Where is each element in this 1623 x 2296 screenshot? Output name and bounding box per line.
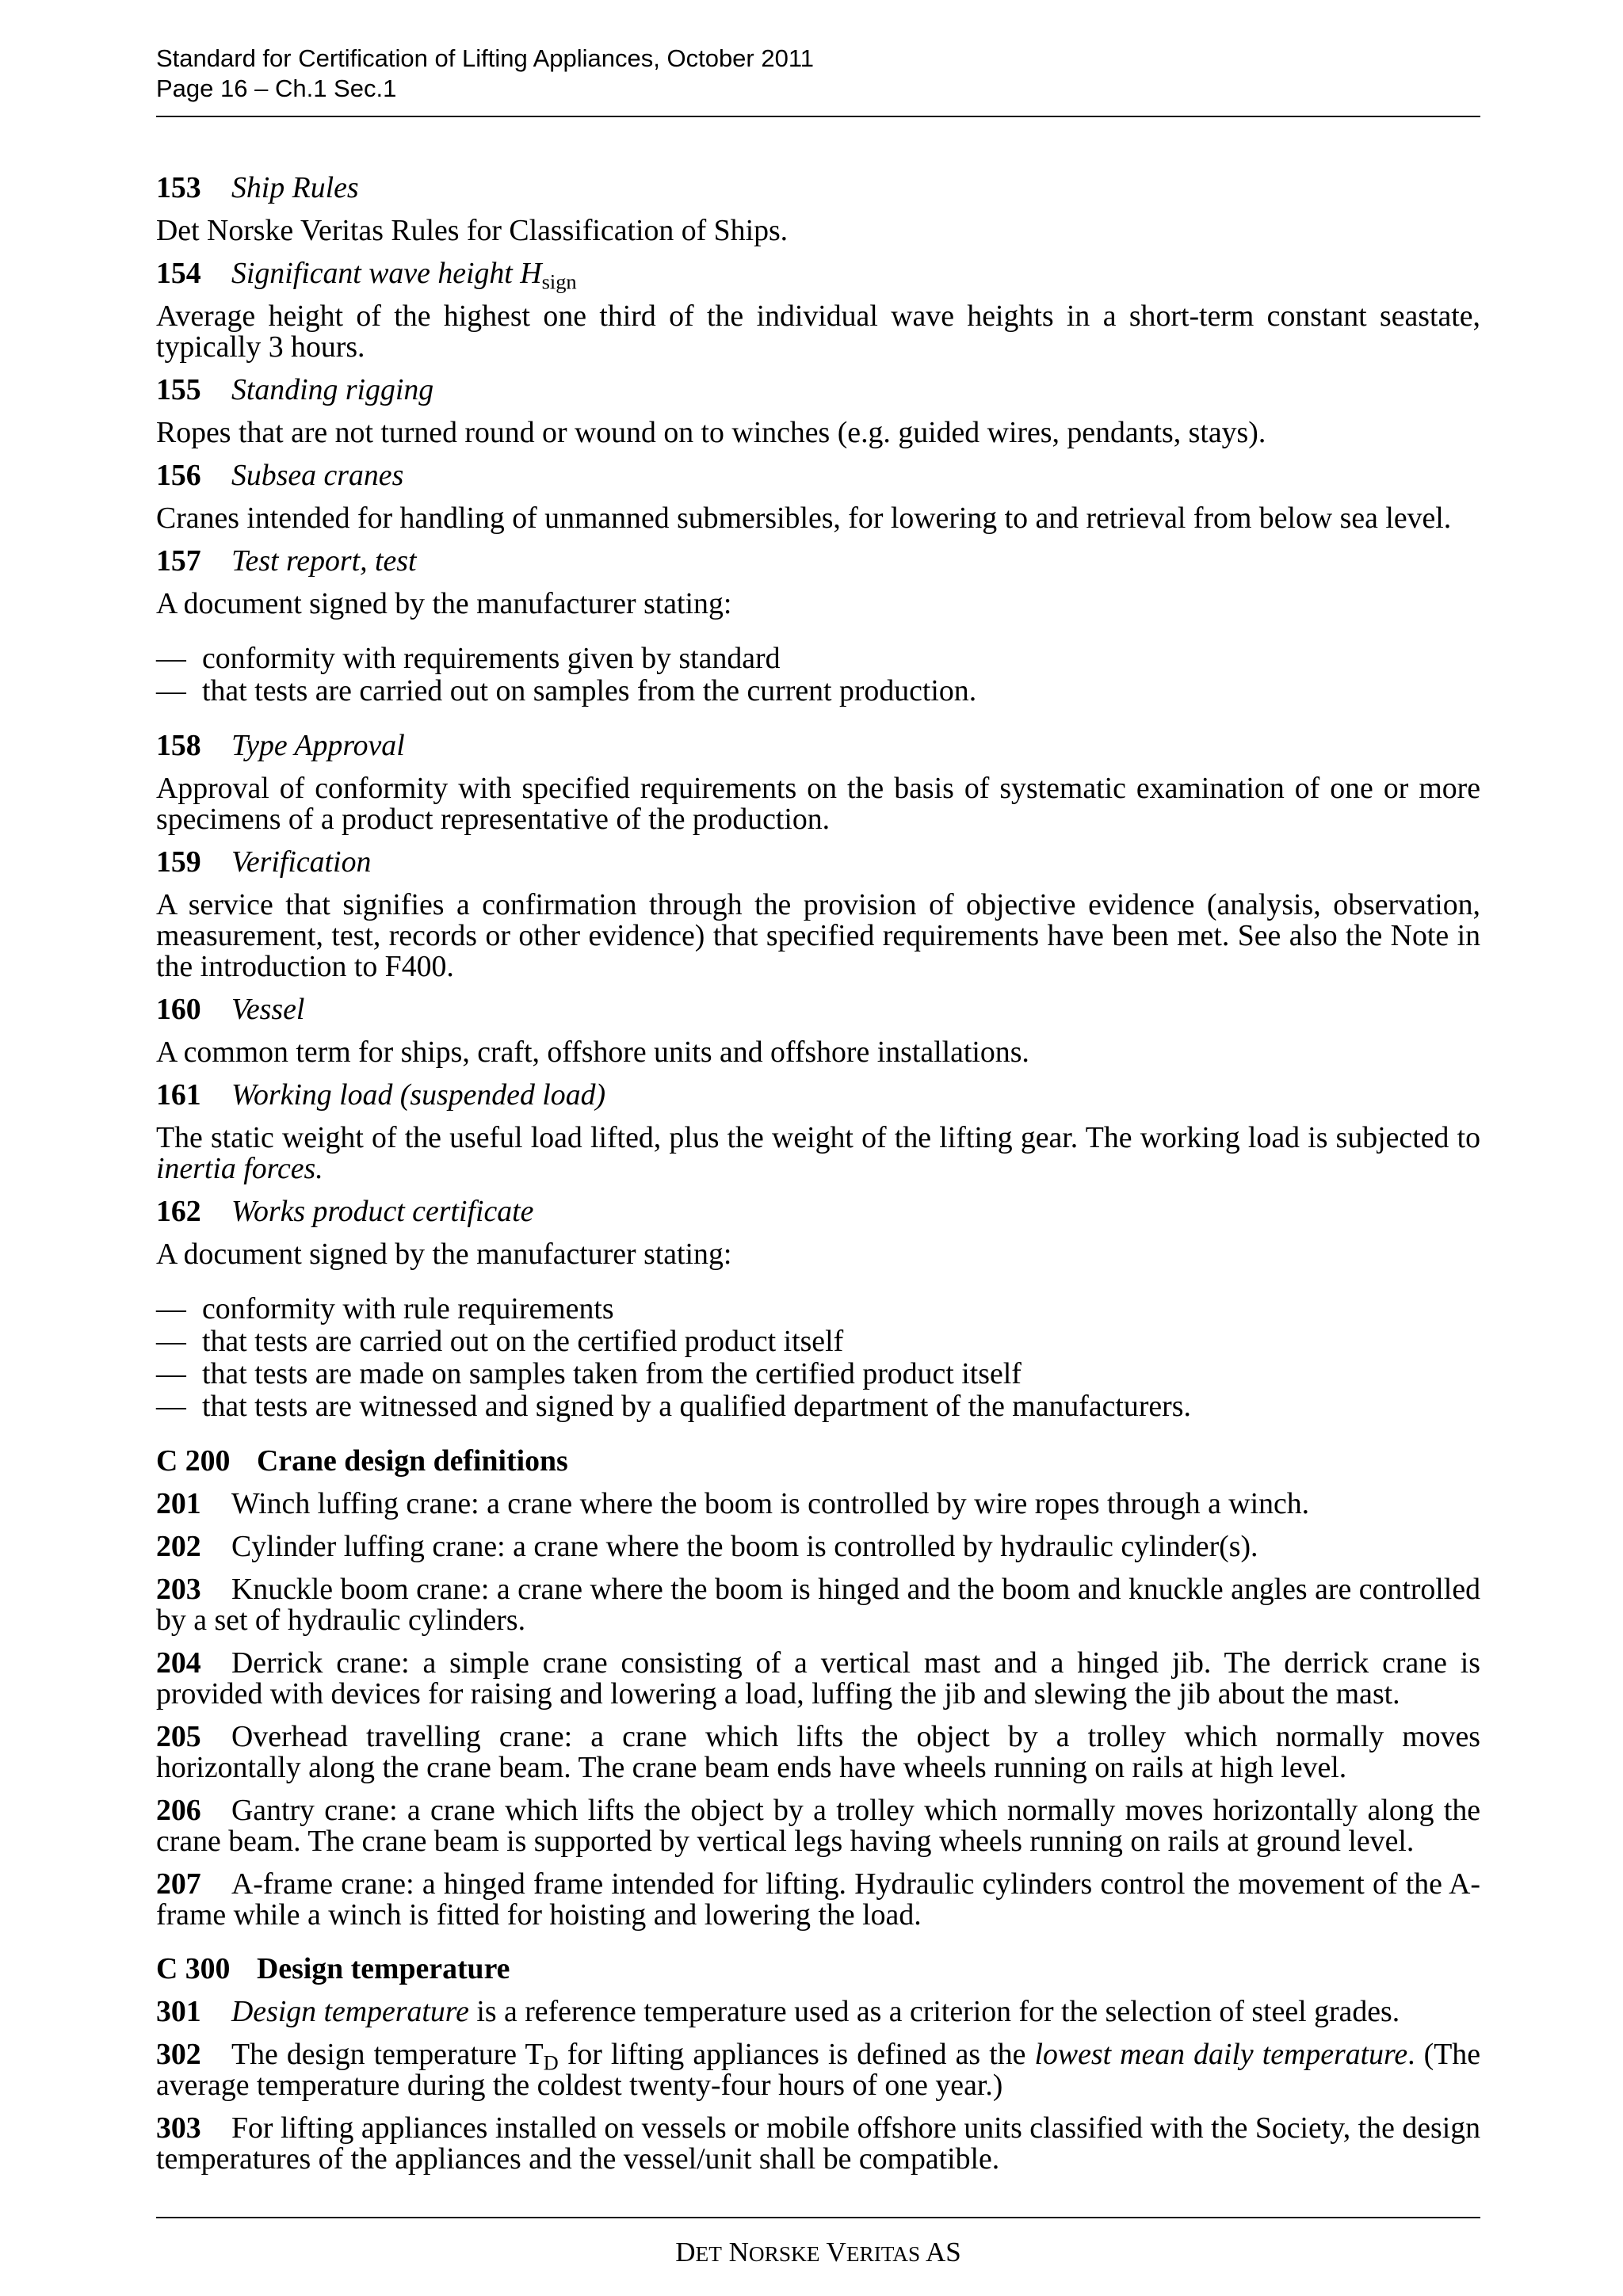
- dash-marker: —: [156, 642, 186, 675]
- definition-number: 162: [156, 1195, 201, 1228]
- definition-153: [156, 173, 1480, 246]
- definition-157: [156, 546, 1480, 707]
- list-item: [156, 643, 1480, 675]
- dash-list: [156, 643, 1480, 707]
- definition-heading: [156, 257, 1480, 294]
- list-item-text: that tests are carried out on the certified product itself: [202, 1325, 844, 1358]
- clause-text: Gantry crane: a crane which lifts the object by a trolley which normally moves horizontally along the crane beam. The crane beam is supported by vertical legs having wheels running on rails at ground level.: [156, 1794, 1480, 1858]
- list-item-text: that tests are witnessed and signed by a qualified department of the manufacturers.: [202, 1390, 1191, 1423]
- definition-heading: [156, 1196, 1480, 1227]
- definition-term: Verification: [231, 845, 372, 879]
- dash-list: [156, 1293, 1480, 1423]
- list-item-text: that tests are carried out on samples from the current production.: [202, 674, 977, 707]
- footer-smallcaps: ERITAS: [846, 2242, 921, 2266]
- definition-heading: [156, 994, 1480, 1025]
- definition-term: Significant wave height: [231, 257, 521, 290]
- term-subscript: sign: [541, 269, 577, 294]
- definition-term: Type Approval: [231, 729, 405, 762]
- definition-term: Vessel: [231, 993, 305, 1026]
- footer-company: DET NORSKE VERITAS AS: [675, 2237, 961, 2267]
- clause-term-italic: Design temperature: [231, 1995, 469, 2028]
- clause-number: 302: [156, 2038, 201, 2071]
- definition-text: A document signed by the manufacturer stating:: [156, 1238, 732, 1271]
- definition-text: A common term for ships, craft, offshore units and offshore installations.: [156, 1035, 1029, 1069]
- clause-text: Cylinder luffing crane: a crane where the boom is controlled by hydraulic cylinder(s).: [231, 1530, 1258, 1563]
- clause-text: Derrick crane: a simple crane consisting of a vertical mast and a hinged jib. The derrick crane is provided with devices for raising and lowering a load, luffing the jib and slewing the jib about the mast.: [156, 1646, 1480, 1711]
- footer-rule: [156, 2217, 1480, 2218]
- clause-text-a: The design temperature T: [231, 2038, 544, 2071]
- dash-marker: —: [156, 1390, 186, 1423]
- list-item: [156, 1293, 1480, 1325]
- document-title: Standard for Certification of Lifting Appliances, October 2011: [156, 44, 815, 72]
- definition-158: [156, 730, 1480, 835]
- definition-number: 159: [156, 845, 201, 879]
- definition-text: Approval of conformity with specified requirements on the basis of systematic examination of one or more specimens of a product representative of the production.: [156, 772, 1480, 836]
- clause-number: 202: [156, 1530, 201, 1563]
- list-item: [156, 675, 1480, 707]
- page-header: [156, 44, 1480, 104]
- clause-number: 206: [156, 1794, 201, 1827]
- dash-marker: —: [156, 1325, 186, 1358]
- definition-heading: [156, 546, 1480, 577]
- clause-number: 301: [156, 1995, 201, 2028]
- definition-number: 154: [156, 257, 201, 290]
- clause-303: [156, 2113, 1480, 2175]
- definition-text: Cranes intended for handling of unmanned submersibles, for lowering to and retrieval from below sea level.: [156, 502, 1452, 535]
- clause-205: [156, 1722, 1480, 1783]
- clause-302: [156, 2039, 1480, 2101]
- clause-301: [156, 1997, 1480, 2027]
- footer-smallcaps: ORSKE: [748, 2242, 820, 2266]
- definition-text: A document signed by the manufacturer stating:: [156, 587, 732, 620]
- page-reference: Page 16 – Ch.1 Sec.1: [156, 74, 397, 102]
- list-item-text: conformity with rule requirements: [202, 1292, 614, 1325]
- definition-text: Average height of the highest one third of the individual wave heights in a short-term constant seastate, typically 3 hours.: [156, 299, 1480, 364]
- definition-heading: [156, 730, 1480, 761]
- definition-161: [156, 1080, 1480, 1184]
- clause-text-b: for lifting appliances is defined as the: [558, 2038, 1035, 2071]
- clause-204: [156, 1648, 1480, 1710]
- clause-text-c: . (The average temperature during the coldest twenty-four hours of one year.): [156, 2038, 1480, 2102]
- header-rule: [156, 116, 1480, 117]
- dash-marker: —: [156, 1357, 186, 1390]
- clause-201: [156, 1489, 1480, 1520]
- definition-text: [156, 1123, 1480, 1184]
- definition-number: 156: [156, 459, 201, 492]
- definition-heading: [156, 847, 1480, 878]
- definition-154: [156, 258, 1480, 363]
- clause-203: [156, 1574, 1480, 1636]
- section-title: Crane design definitions: [257, 1444, 568, 1478]
- list-item-text: conformity with requirements given by standard: [202, 642, 781, 675]
- section-heading-c300: [156, 1954, 1480, 1985]
- definition-term: Ship Rules: [231, 171, 359, 204]
- clause-subscript: D: [543, 2050, 559, 2075]
- definition-number: 160: [156, 993, 201, 1026]
- clause-text: A-frame crane: a hinged frame intended for lifting. Hydraulic cylinders control the movement of the A-frame while a winch is fitted for hoisting and lowering the load.: [156, 1867, 1480, 1932]
- definition-heading: [156, 1080, 1480, 1111]
- section-code: C 300: [156, 1952, 231, 1985]
- clause-number: 204: [156, 1646, 201, 1680]
- clause-text: is a reference temperature used as a criterion for the selection of steel grades.: [468, 1995, 1400, 2028]
- definition-text: Ropes that are not turned round or wound on to winches (e.g. guided wires, pendants, stays).: [156, 416, 1266, 449]
- document-body: [156, 173, 1480, 2187]
- section-title: Design temperature: [257, 1952, 510, 1985]
- clause-number: 203: [156, 1573, 201, 1606]
- clause-number: 207: [156, 1867, 201, 1901]
- definition-160: [156, 994, 1480, 1068]
- term-symbol: H: [520, 257, 542, 290]
- clause-206: [156, 1795, 1480, 1857]
- definition-number: 153: [156, 171, 201, 204]
- clause-202: [156, 1531, 1480, 1562]
- definition-text: A service that signifies a confirmation through the provision of objective evidence (analysis, observation, measurement, test, records or other evidence) that specified requirements have been met. See also the Note in the introduction to F400.: [156, 888, 1480, 983]
- clause-text-italic: lowest mean daily temperature: [1034, 2038, 1408, 2071]
- dash-marker: —: [156, 1292, 186, 1325]
- section-code: C 200: [156, 1444, 231, 1478]
- definition-term: Standing rigging: [231, 373, 434, 406]
- definition-heading: [156, 375, 1480, 406]
- definition-number: 155: [156, 373, 201, 406]
- clause-text: Winch luffing crane: a crane where the boom is controlled by wire ropes through a winch.: [231, 1487, 1310, 1520]
- definition-heading: [156, 173, 1480, 204]
- list-item: [156, 1390, 1480, 1423]
- definition-number: 161: [156, 1078, 201, 1112]
- footer-smallcaps: ET: [695, 2242, 722, 2266]
- definition-text-italic: inertia forces.: [156, 1152, 323, 1185]
- definition-text-run: The static weight of the useful load lifted, plus the weight of the lifting gear. The working load is subjected to: [156, 1121, 1480, 1154]
- definition-heading: [156, 460, 1480, 491]
- definition-term: Subsea cranes: [231, 459, 404, 492]
- definition-number: 157: [156, 544, 201, 578]
- definition-155: [156, 375, 1480, 448]
- section-heading-c200: [156, 1446, 1480, 1477]
- definition-text: Det Norske Veritas Rules for Classification of Ships.: [156, 214, 789, 247]
- definition-156: [156, 460, 1480, 534]
- clause-number: 303: [156, 2111, 201, 2145]
- definition-term: Working load (suspended load): [231, 1078, 606, 1112]
- clause-text: For lifting appliances installed on vessels or mobile offshore units classified with the Society, the design temperatures of the appliances and the vessel/unit shall be compatible.: [156, 2111, 1480, 2176]
- clause-number: 205: [156, 1720, 201, 1753]
- clause-text: Knuckle boom crane: a crane where the boom is hinged and the boom and knuckle angles are controlled by a set of hydraulic cylinders.: [156, 1573, 1480, 1637]
- definition-159: [156, 847, 1480, 982]
- list-item: [156, 1325, 1480, 1358]
- clause-number: 201: [156, 1487, 201, 1520]
- list-item: [156, 1358, 1480, 1390]
- clause-text: Overhead travelling crane: a crane which lifts the object by a trolley which normally moves horizontally along the crane beam. The crane beam ends have wheels running on rails at high level.: [156, 1720, 1480, 1784]
- definition-term: Works product certificate: [231, 1195, 534, 1228]
- dash-marker: —: [156, 674, 186, 707]
- definition-number: 158: [156, 729, 201, 762]
- clause-207: [156, 1869, 1480, 1931]
- definition-term: Test report, test: [231, 544, 417, 578]
- definition-162: [156, 1196, 1480, 1423]
- list-item-text: that tests are made on samples taken from the certified product itself: [202, 1357, 1022, 1390]
